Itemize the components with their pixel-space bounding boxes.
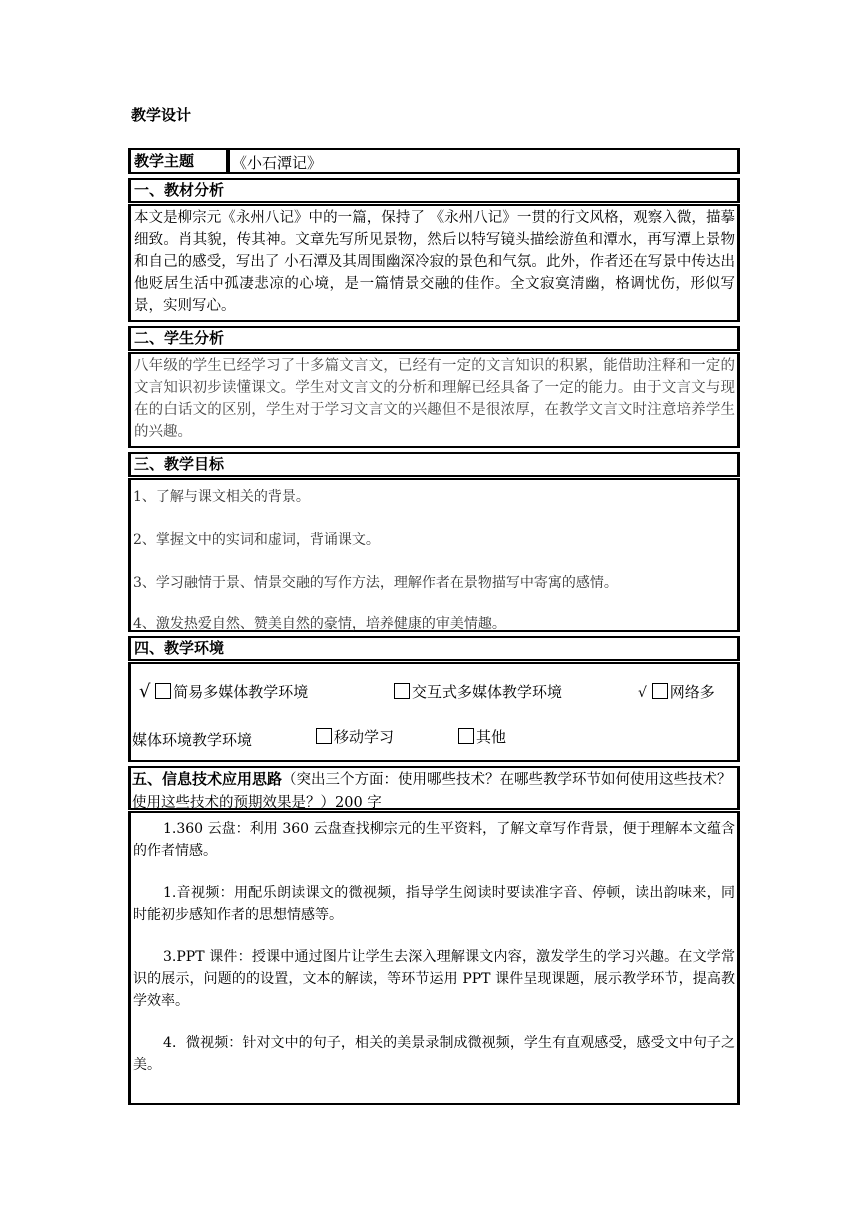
option-network-multimedia-cont: 媒体环境教学环境 [132, 731, 253, 749]
section4-body [128, 662, 740, 762]
topic-value: 《小石潭记》 [232, 154, 323, 172]
option-network-multimedia: 网络多 [669, 683, 715, 701]
checkbox-mobile-learning[interactable] [316, 728, 332, 744]
check-mark: √ [638, 685, 647, 701]
topic-label: 教学主题 [134, 152, 195, 170]
checkbox-interactive-multimedia[interactable] [394, 683, 410, 699]
option-mobile-learning: 移动学习 [334, 728, 395, 746]
topic-divider [226, 148, 230, 174]
section2-body: 八年级的学生已经学习了十多篇文言文，已经有一定的文言知识的积累，能借助注释和一定的文言知识初步读懂课文。学生对文言文的分析和理解已经具备了一定的能力。由于文言文与现在的白话文的区别，学生对于学习文言文的兴趣但不是很浓厚，在教学文言文时注意培养学生的兴趣。 [128, 352, 740, 448]
checkbox-other[interactable] [458, 728, 474, 744]
section5-heading-row [128, 766, 740, 810]
document-title: 教学设计 [131, 106, 192, 124]
goal-item: 3、学习融情于景、情景交融的写作方法，理解作者在景物描写中寄寓的感情。 [133, 575, 618, 591]
option-interactive-multimedia: 交互式多媒体教学环境 [412, 683, 563, 701]
section5-heading: 五、信息技术应用思路 [132, 770, 283, 788]
section5-body [128, 811, 740, 1105]
section2-heading: 二、学生分析 [128, 326, 740, 351]
check-mark: √ [139, 681, 151, 702]
section4-heading: 四、教学环境 [128, 636, 740, 661]
goal-item: 1、了解与课文相关的背景。 [133, 489, 310, 505]
checkbox-simple-multimedia[interactable] [155, 683, 171, 699]
goal-item: 2、掌握文中的实词和虚词，背诵课文。 [133, 532, 380, 548]
section3-heading: 三、教学目标 [128, 452, 740, 477]
tech-item: 1.360 云盘：利用 360 云盘查找柳宗元的生平资料，了解文章写作背景，便于理解本文蕴含的作者情感。 [133, 821, 735, 859]
section1-heading: 一、教材分析 [128, 178, 740, 203]
topic-row [128, 148, 740, 174]
option-simple-multimedia: 简易多媒体教学环境 [173, 683, 309, 701]
checkbox-network-multimedia[interactable] [652, 683, 668, 699]
tech-item: 4．微视频：针对文中的句子，相关的美景录制成微视频，学生有直观感受，感受文中句子之美。 [133, 1035, 735, 1073]
tech-item: 1.音视频：用配乐朗读课文的微视频，指导学生阅读时要读准字音、停顿，读出韵味来，同时能初步感知作者的思想情感等。 [133, 885, 735, 923]
section1-body: 本文是柳宗元《永州八记》中的一篇，保持了 《永州八记》一贯的行文风格，观察入微，描摹细致。肖其貌，传其神。文章先写所见景物，然后以特写镜头描绘游鱼和潭水，再写潭上景物和自己的感受，写出了 小石潭及其周围幽深冷寂的景色和气氛。此外，作者还在写景中传达出他贬居生活中孤凄悲凉的心境，是一篇情景交融的佳作。全文寂寞清幽，格调忧伤，形似写 景，实则写心。 [128, 204, 740, 322]
goal-item: 4、激发热爱自然、赞美自然的豪情，培养健康的审美情趣。 [133, 616, 506, 632]
option-other: 其他 [476, 728, 507, 746]
section3-body [128, 478, 740, 632]
section5-note: （突出三个方面：使用哪些技术？在哪些教学环节如何使用这些技术？使用这些技术的预期效果是？）200 字 [132, 772, 732, 811]
tech-item: 3.PPT 课件：授课中通过图片让学生去深入理解课文内容，激发学生的学习兴趣。在文学常识的展示，问题的的设置，文本的解读，等环节运用 PPT 课件呈现课题，展示教学环节，提高教学效率。 [133, 949, 735, 1009]
